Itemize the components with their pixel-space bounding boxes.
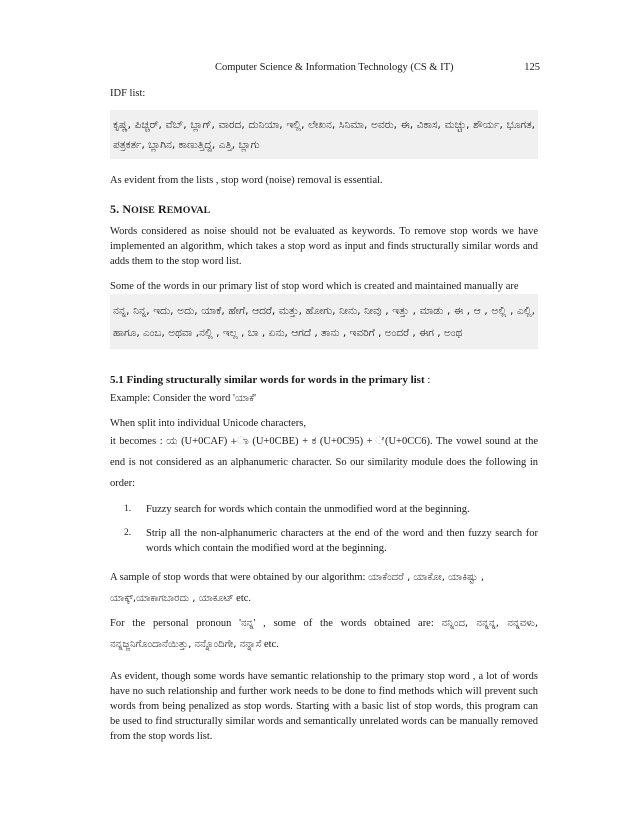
section-5-heading: 5. NOISE REMOVAL: [110, 202, 211, 216]
section-5-1-heading: 5.1 Finding structurally similar words for words in the primary list :: [110, 374, 431, 386]
journal-title: Computer Science & Information Technology (CS & IT): [215, 62, 454, 73]
page-header: [110, 62, 540, 78]
sample-paragraph: A sample of stop words that were obtained by our algorithm: ಯಾಕೆಂದರೆ , ಯಾಕೋ, ಯಾಕಿಷ್ಟು , ಯಾಕ್ಕ್,ಯಾಕಾಗಬಾರದು , ಯಾಕೂಟ್ etc.: [110, 572, 485, 604]
pronoun-paragraph: For the personal pronoun 'ನನ್ನ' , some of the words obtained are: ನನ್ನಿಂದ, ನನ್ನನ್ನ, ನನ್ನವಳು, ನನ್ನಜ್ಜನಿಗೊಂದಾನೆಯಿತ್ತು, ನನ್ನೊಂದಿಗೇ, ನನ್ನಾಸೆ etc.: [110, 618, 538, 650]
page-content: [110, 86, 538, 744]
idf-word-list: ಕೃಷ್ಣ, ಪಿಚ್ಚರ್, ವೆಬ್, ಬ್ಲಾಗ್, ವಾರದ, ದುನಿಯಾ, ಇಲ್ಲಿ, ಲೇಖನ, ಸಿನಿಮಾ, ಅವರು, ಈ, ವಿಕಾಸ, ಮಚ್ಚು, ಶೌರ್ಯ, ಭೂಗತ, ಪತ್ರಕರ್ತ, ಬ್ಲಾಗಿನ, ಕಾಣುತ್ತಿದ್ದ, ಎತ್ತಿ, ಬ್ಲಾಗು: [110, 110, 538, 159]
idf-label: IDF list:: [110, 88, 146, 99]
list-item: 1. Fuzzy search for words which contain the unmodified word at the beginning.: [124, 504, 470, 515]
final-paragraph: As evident, though some words have semantic relationship to the primary stop word , a lot of words have no such relationship and further work needs to be done to find methods which will prevent such words from being penalized as stop words. Starting with a basic list of stop words, this program can be used to find structurally similar words and semantically unrelated words can be manually removed from the stop words list.: [110, 671, 538, 742]
primary-stop-word-list: ನನ್ನ, ನಿನ್ನ, ಇದು, ಅದು, ಯಾಕೆ, ಹೇಗೆ, ಆದರೆ, ಮತ್ತು, ಹೋಗು, ನೀನು, ನೀವು , ಇತ್ತು , ಮಾಡು , ಈ , ಆ , ಅಲ್ಲಿ , ಎಲ್ಲಿ, ಹಾಗೂ, ಎಂಬ, ಅಥವಾ ,ನಲ್ಲಿ , ಇಲ್ಲ , ಬಾ , ಏನು, ಆಗದೆ , ತಾನು , ಇವರಿಗೆ , ಅಂದರೆ , ಈಗ , ಅಂಥ: [110, 294, 538, 349]
section-5-paragraph-1: Words considered as noise should not be evaluated as keywords. To remove stop words we have implemented an algorithm, which takes a stop word as input and finds structurally similar words and adds them to the stop word list.: [110, 226, 538, 267]
evident-line: As evident from the lists , stop word (noise) removal is essential.: [110, 175, 383, 186]
list-item: 2. Strip all the non-alphanumeric characters at the end of the word and then fuzzy search for words which contain the modified word at the beginning.: [124, 528, 538, 554]
becomes-paragraph: it becomes : ಯ (U+0CAF) +ಾ (U+0CBE) + ಕ (U+0C95) + ೆ(U+0CC6). The vowel sound at the end is not considered as an alphanumeric character. So our similarity module does the following in order:: [110, 436, 538, 489]
example-line: Example: Consider the word 'ಯಾಕೆ': [110, 393, 256, 404]
step-list: [110, 502, 538, 556]
page-number: 125: [524, 62, 540, 73]
section-5-paragraph-2: Some of the words in our primary list of stop word which is created and maintained manually are: [110, 281, 519, 292]
split-line: When split into individual Unicode characters,: [110, 418, 306, 429]
